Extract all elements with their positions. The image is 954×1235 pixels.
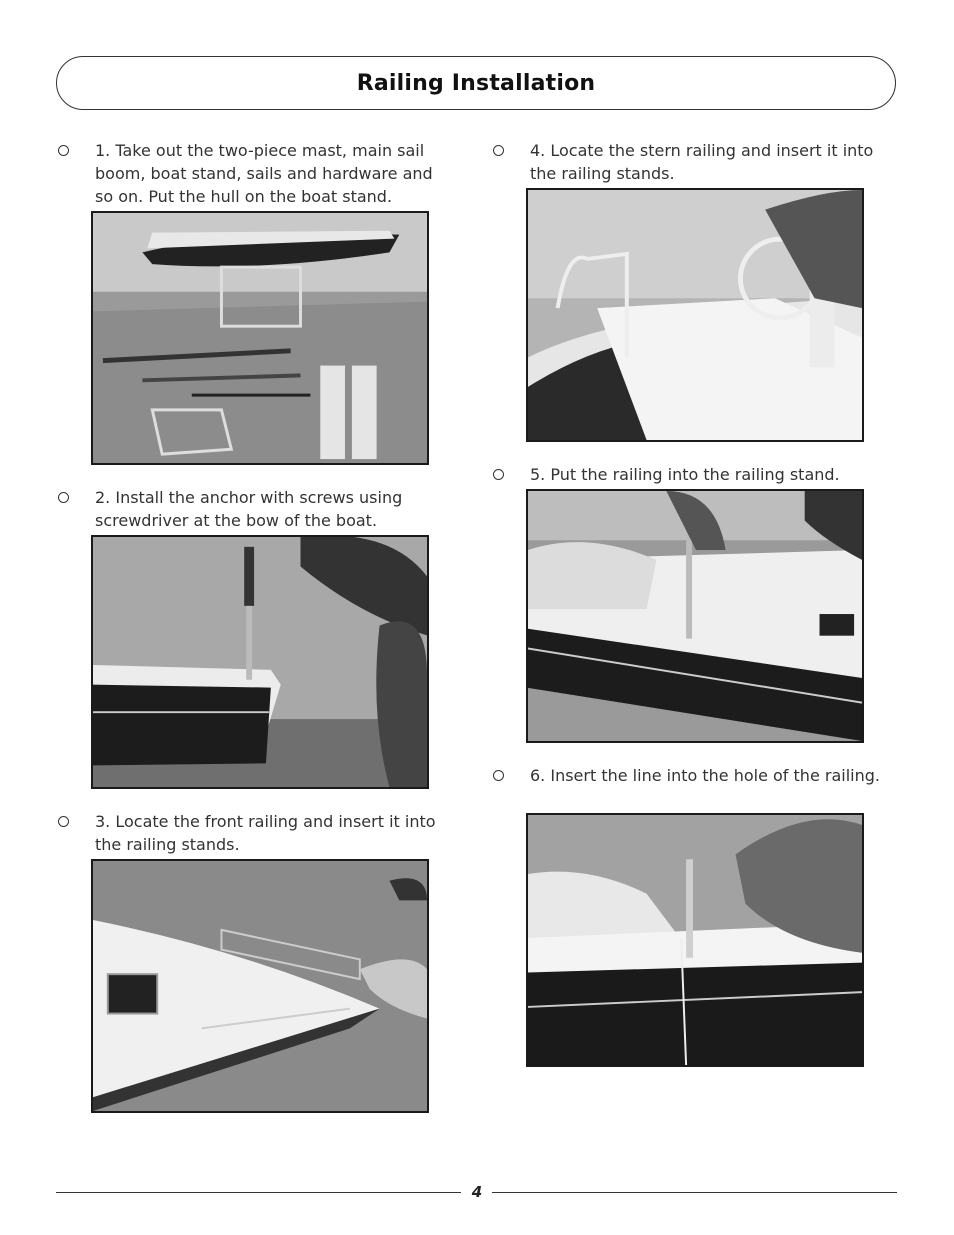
step-5 (493, 463, 878, 489)
title-banner (56, 56, 896, 110)
circle-bullet-icon (58, 492, 69, 503)
circle-bullet-icon (493, 770, 504, 781)
step-3-photo (91, 859, 429, 1113)
step-4-photo (526, 188, 864, 442)
circle-bullet-icon (493, 469, 504, 480)
step-2 (58, 486, 443, 534)
step-6 (493, 764, 878, 812)
circle-bullet-icon (58, 145, 69, 156)
step-4 (493, 139, 878, 187)
circle-bullet-icon (493, 145, 504, 156)
step-6-text: 6. Insert the line into the hole of the railing. (530, 766, 880, 785)
page-title: Railing Installation (356, 70, 596, 96)
step-2-text: 2. Install the anchor with screws using screwdriver at the bow of the boat. (95, 488, 403, 530)
step-3 (58, 810, 443, 858)
step-5-text: 5. Put the railing into the railing stand. (530, 465, 840, 484)
step-1 (58, 139, 443, 209)
page-number: 4 (471, 1183, 483, 1201)
circle-bullet-icon (58, 816, 69, 827)
step-2-photo (91, 535, 429, 789)
footer-rule-left (56, 1192, 461, 1193)
footer-rule-right (492, 1192, 897, 1193)
step-3-text: 3. Locate the front railing and insert it into the railing stands. (95, 812, 436, 854)
step-6-photo (526, 813, 864, 1067)
step-4-text: 4. Locate the stern railing and insert it into the railing stands. (530, 141, 874, 183)
step-1-text: 1. Take out the two-piece mast, main sail boom, boat stand, sails and hardware and so on. Put the hull on the boat stand. (95, 141, 433, 206)
step-1-photo (91, 211, 429, 465)
step-5-photo (526, 489, 864, 743)
